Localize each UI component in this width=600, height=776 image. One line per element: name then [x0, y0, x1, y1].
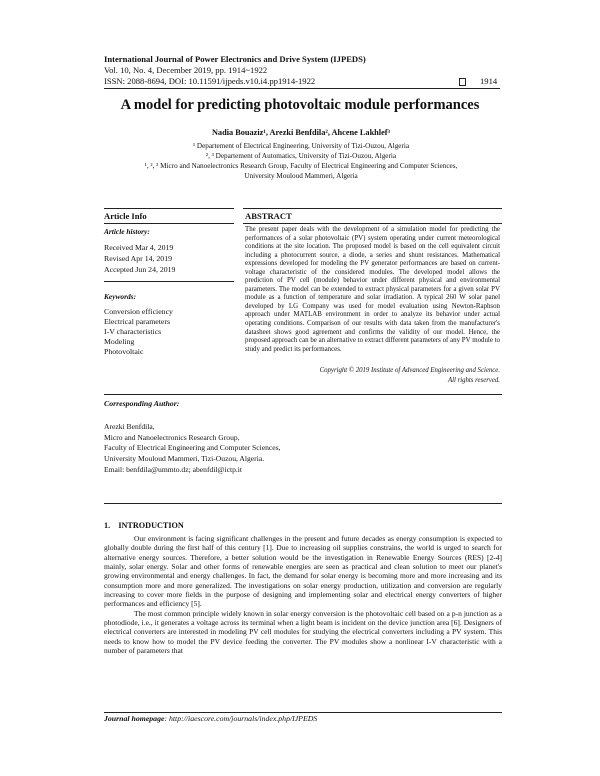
keywords-label: Keywords:	[104, 292, 137, 301]
copyright-line: Copyright © 2019 Institute of Advanced Engineering and Science.	[319, 367, 500, 374]
issn-line: ISSN: 2088-8694, DOI: 10.11591/ijpeds.v10.i4.pp1914-1922	[104, 76, 316, 86]
intro-paragraph: The most common principle widely known in solar energy conversion is the photovoltaic cell based on a p-n junction as a photodiode, i.e., it generates a voltage across its terminal when a light beam is incident on the device junction area [6]. Designers of electrical converters are interested in modeling PV cell modules for studying the electrical converters including a PV system. This needs to know how to model the PV device feeding the converter. The PV modules show a nonlinear I-V characteristic with a number of parameters that	[104, 608, 502, 656]
abstract-top-rule	[243, 208, 502, 209]
info-top-rule	[104, 208, 234, 209]
introduction-heading: 1. INTRODUCTION	[104, 521, 184, 530]
affiliation-1: ¹ Departement of Electrical Engineering, University of Tizi-Ouzou, Algeria	[192, 142, 410, 150]
keyword-list	[104, 307, 173, 357]
corresponding-group: Micro and Nanoelectronics Research Group,	[104, 432, 240, 442]
rights-line: All rights reserved.	[447, 377, 500, 384]
history-received: Received Mar 4, 2019	[104, 243, 174, 252]
affiliation-3: ¹, ², ³ Micro and Nanoelectronics Research Group, Faculty of Electrical Engineering and Computer Sciences,	[144, 162, 458, 170]
corresponding-university: University Mouloud Mammeri, Tizi-Ouzou, Algeria.	[104, 454, 265, 464]
corresponding-details	[104, 422, 281, 476]
header-rule	[104, 88, 500, 89]
history-label: Article history:	[104, 227, 150, 236]
history-accepted: Accepted Jun 24, 2019	[104, 265, 176, 274]
keyword-item: Conversion efficiency	[104, 307, 173, 316]
abstract-heading: ABSTRACT	[245, 211, 292, 221]
page-number: 1914	[480, 76, 498, 86]
keyword-item: Electrical parameters	[104, 317, 171, 326]
journal-name: International Journal of Power Electronics and Drive System (IJPEDS)	[104, 54, 366, 64]
intro-paragraph: Our environment is facing significant challenges in the present and future decades as energy consumption is expected to globally double during the first half of this century [1]. Due to increasing oil supplies constrains, the world is urged to search for alternative energy sources. Therefore, a better solution would be the investigation in Renewable Energy Sources (RES) [2-4] mainly, solar energy. Solar and other forms of renewable energies are seen as practical and clean solution to meet our planet's growing environmental and energy challenges. In fact, the demand for solar energy is becoming more and more increasing and its consumption more and more generalized. The investigations on solar energy production, utilization and conversion are regularly increasing to cover more fields in the purpose of designing and implementing solar and electrical energy converters of higher performances and efficiency [5].	[104, 534, 502, 609]
affiliation-4: University Mouloud Mammeri, Algeria	[244, 172, 358, 180]
volume-line: Vol. 10, No. 4, December 2019, pp. 1914~1922	[104, 65, 268, 75]
homepage-label: Journal homepage	[104, 714, 165, 723]
introduction-body	[104, 534, 502, 655]
keyword-item: I-V characteristics	[104, 327, 162, 336]
history-revised: Revised Apr 14, 2019	[104, 254, 173, 263]
corresponding-top-rule	[104, 394, 502, 395]
history-list	[104, 242, 175, 275]
corresponding-name: Arezki Benfdila,	[104, 422, 155, 431]
info-mid-rule	[104, 281, 234, 282]
abstract-text: The present paper deals with the development of a simulation model for predicting the performances of a solar photovoltaic (PV) system operating under current meteorological conditions at the site location. The proposed model is based on the cell equivalent circuit including a photocurrent source, a diode, a series and shunt resistances. Mathematical expressions developed for modeling the PV generator performances are based on current-voltage characteristic of the considered modules. The developed model allows the prediction of PV cell (module) behavior under different physical and environmental parameters. The model can be extended to extract physical parameters for a given solar PV module as a function of temperature and solar irradiation. A typical 260 W solar panel developed by LG Company was used for model evaluation using Newton-Raphson approach under MATLAB environment in order to analyze its behavior under actual operating conditions. Comparison of our results with data taken from the manufacturer's datasheet shows good agreement and confirms the validity of our model. Hence, the proposed approach can be an alternative to extract different parameters of any PV module to study and predict its performances.	[245, 226, 500, 353]
homepage-link[interactable]: http://iaescore.com/journals/index.php/IJPEDS	[168, 714, 318, 723]
affiliation-2: ², ³ Departement of Automatics, University of Tizi-Ouzou, Algeria	[205, 152, 397, 160]
journal-homepage: Journal homepage: http://iaescore.com/journals/index.php/IJPEDS	[104, 714, 318, 723]
keyword-item: Photovoltaic	[104, 347, 144, 356]
article-info-heading: Article Info	[104, 211, 147, 221]
corresponding-faculty: Faculty of Electrical Engineering and Computer Sciences,	[104, 443, 281, 453]
footer-rule	[104, 712, 502, 713]
document-icon	[459, 76, 466, 87]
info-head-rule	[104, 223, 234, 224]
paper-title: A model for predicting photovoltaic module performances	[120, 97, 480, 113]
corresponding-bottom-rule	[104, 503, 502, 504]
keyword-item: Modeling	[104, 337, 135, 346]
corresponding-email: Email: benfdila@ummto.dz; abenfdil@ictp.it	[104, 464, 242, 474]
abstract-head-rule	[243, 223, 502, 224]
author-list: Nadia Bouaziz¹, Arezki Benfdila², Ahcene Lakhlef³	[211, 128, 391, 137]
corresponding-heading: Corresponding Author:	[104, 399, 180, 408]
